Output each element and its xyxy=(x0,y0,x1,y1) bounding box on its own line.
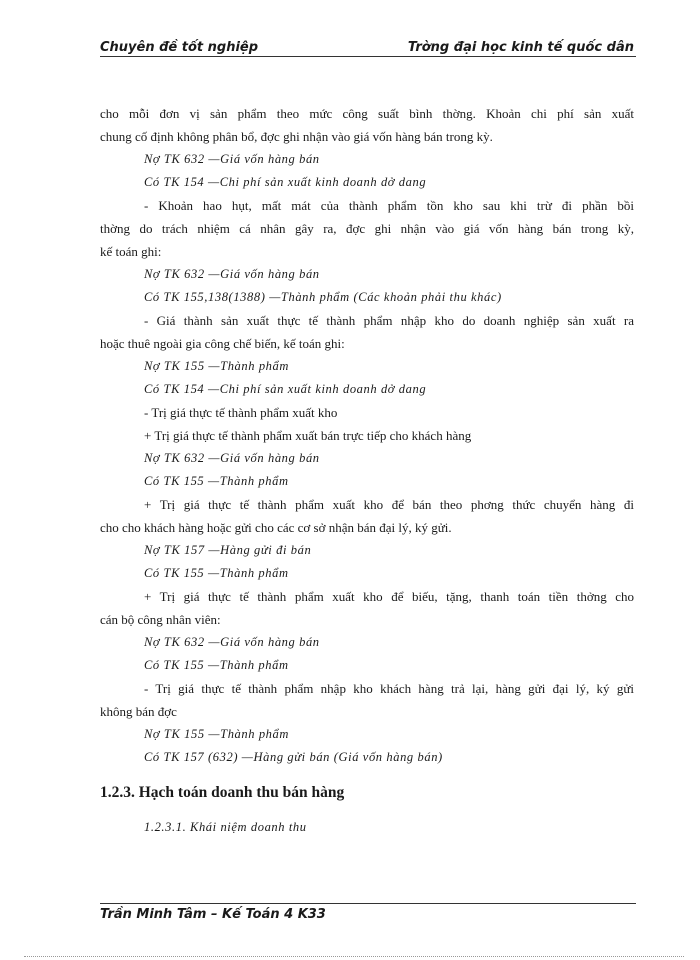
journal-entry-line: Nợ TK 632 —Giá vốn hàng bán xyxy=(144,451,320,465)
paragraph-line: thờng do trách nhiệm cá nhân gây ra, đợc ghi nhận vào giá vốn hàng bán trong kỳ, xyxy=(100,221,634,236)
paragraph-line: - Trị giá thực tế thành phẩm nhập kho khách hàng trả lại, hàng gửi đại lý, ký gửi xyxy=(144,681,634,696)
body-text xyxy=(100,102,634,769)
header-document-type: Chuyên đề tốt nghiệp xyxy=(100,40,259,55)
paragraph-line: hoặc thuê ngoài gia công chế biến, kế toán ghi: xyxy=(100,336,345,351)
paragraph-line: - Trị giá thực tế thành phẩm xuất kho xyxy=(144,405,338,420)
paragraph-line: cán bộ công nhân viên: xyxy=(100,612,221,627)
paragraph-line: + Trị giá thực tế thành phẩm xuất kho để biếu, tặng, thanh toán tiền thởng cho xyxy=(144,589,634,604)
paragraph-line: + Trị giá thực tế thành phẩm xuất bán trực tiếp cho khách hàng xyxy=(144,428,472,443)
paragraph-line: kế toán ghi: xyxy=(100,244,162,259)
page-footer: Trần Minh Tâm – Kế Toán 4 K33 xyxy=(100,903,636,922)
journal-entry-line: Nợ TK 632 —Giá vốn hàng bán xyxy=(144,635,320,649)
journal-entry-line: Nợ TK 157 —Hàng gửi đi bán xyxy=(144,543,312,557)
journal-entry-line: Nợ TK 632 —Giá vốn hàng bán xyxy=(144,267,320,281)
journal-entry-line: Có TK 155,138(1388) —Thành phẩm (Các khoản phải thu khác) xyxy=(144,290,502,304)
paragraph-line: - Giá thành sản xuất thực tế thành phẩm nhập kho do doanh nghiệp sản xuất ra xyxy=(144,313,634,328)
paragraph-line: cho mỗi đơn vị sản phẩm theo mức công suất bình thờng. Khoản chi phí sản xuất xyxy=(100,106,634,121)
paragraph-line: cho cho khách hàng hoặc gửi cho các cơ sở nhận bán đại lý, ký gửi. xyxy=(100,520,452,535)
paragraph-line: chung cố định không phân bổ, đợc ghi nhận vào giá vốn hàng bán trong kỳ. xyxy=(100,129,493,144)
header-university: Trờng đại học kinh tế quốc dân xyxy=(407,40,634,55)
paragraph-line: không bán đợc xyxy=(100,704,177,719)
journal-entry-line: Có TK 154 —Chi phí sản xuất kinh doanh dở dang xyxy=(144,175,427,189)
paragraph-line: - Khoản hao hụt, mất mát của thành phẩm tồn kho sau khi trừ đi phần bồi xyxy=(144,198,634,213)
journal-entry-line: Có TK 154 —Chi phí sản xuất kinh doanh dở dang xyxy=(144,382,427,396)
journal-entry-line: Có TK 155 —Thành phẩm xyxy=(144,474,289,488)
page-header xyxy=(100,40,636,57)
journal-entry-line: Có TK 155 —Thành phẩm xyxy=(144,658,289,672)
journal-entry-line: Có TK 155 —Thành phẩm xyxy=(144,566,289,580)
paragraph-line: + Trị giá thực tế thành phẩm xuất kho để bán theo phơng thức chuyển hàng đi xyxy=(144,497,634,512)
section-heading: 1.2.3. Hạch toán doanh thu bán hàng xyxy=(100,784,345,801)
subsection-heading: 1.2.3.1. Khái niệm doanh thu xyxy=(144,820,307,834)
journal-entry-line: Nợ TK 632 —Giá vốn hàng bán xyxy=(144,152,320,166)
journal-entry-line: Có TK 157 (632) —Hàng gửi bán (Giá vốn hàng bán) xyxy=(144,750,443,764)
journal-entry-line: Nợ TK 155 —Thành phẩm xyxy=(144,727,289,741)
page-bottom-border xyxy=(24,956,684,957)
journal-entry-line: Nợ TK 155 —Thành phẩm xyxy=(144,359,289,373)
